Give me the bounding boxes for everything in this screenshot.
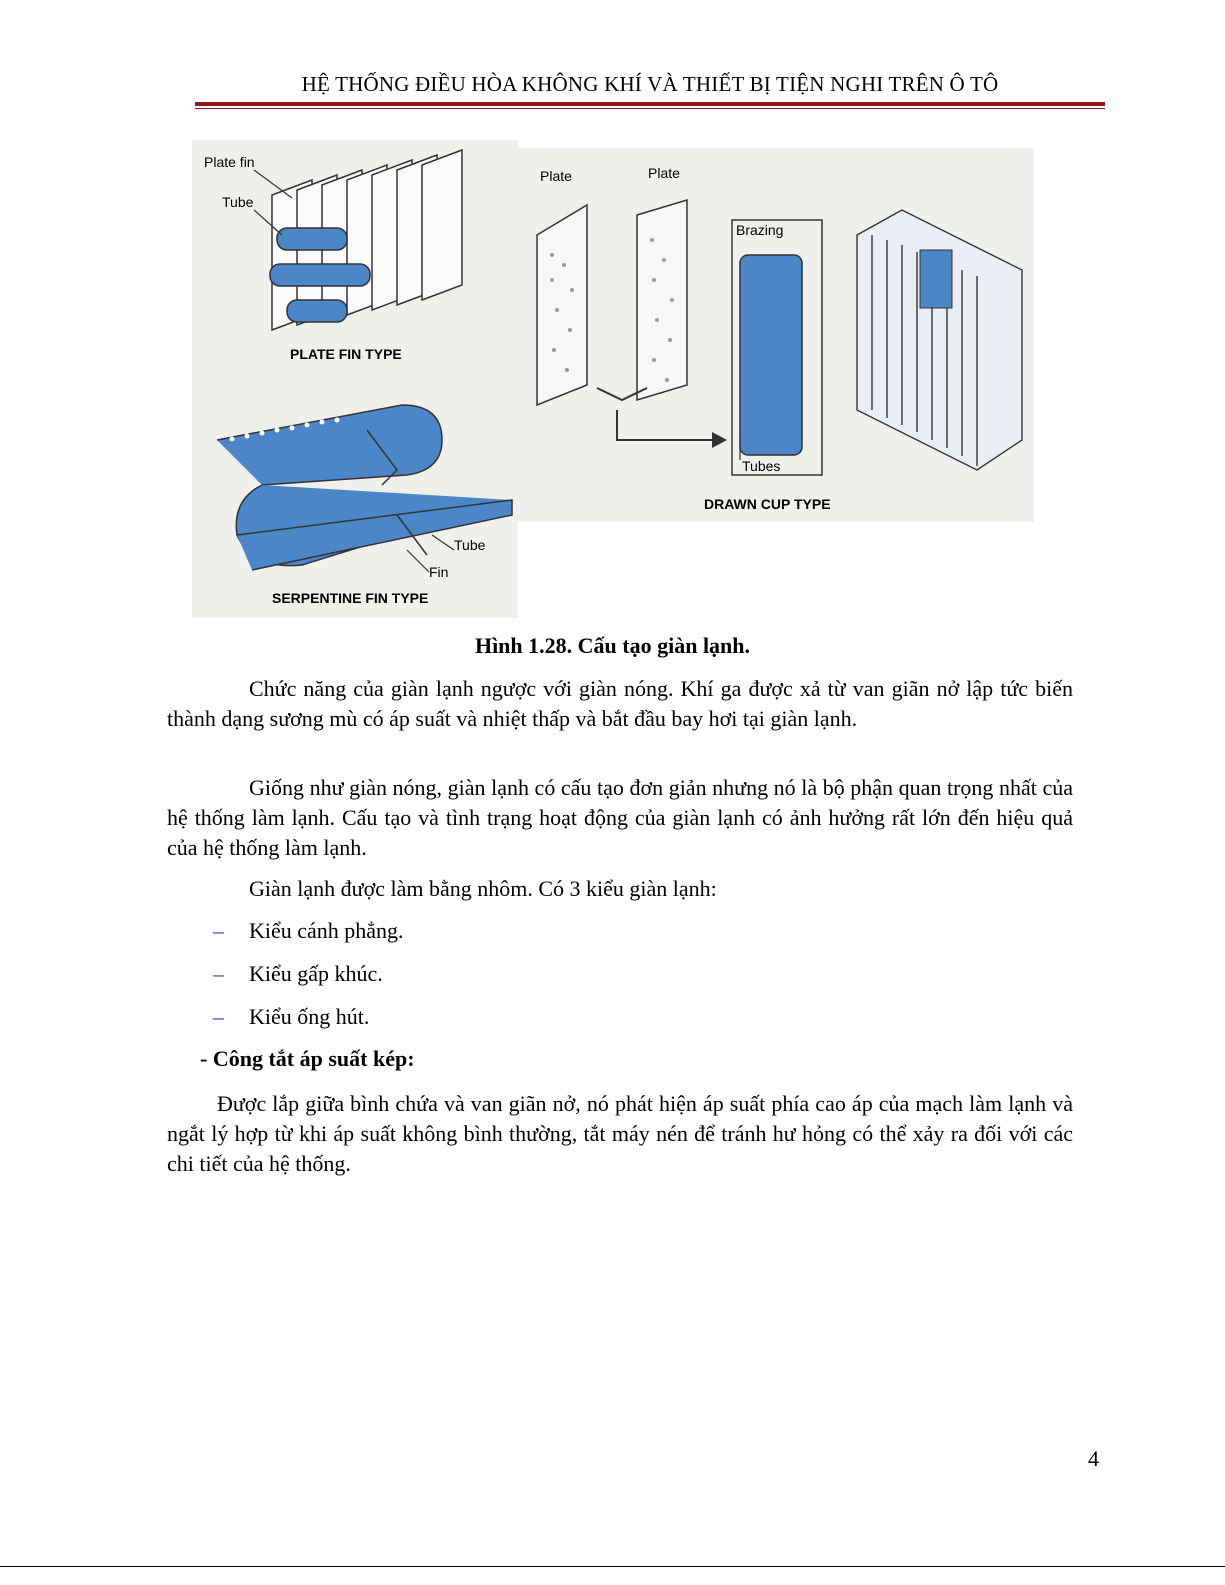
evaporator-core — [857, 210, 1022, 470]
page-number: 4 — [1088, 1446, 1099, 1471]
paragraph-1: Chức năng của giàn lạnh ngược với giàn nóng. Khí ga được xả từ van giãn nở lập tức biến thành dạng sương mù có áp suất và nhiệt thấp và bắt đầu bay hơi tại giàn lạnh. — [167, 676, 1073, 731]
label-plate-fin: Plate fin — [204, 154, 255, 170]
list-item: – Kiểu cánh phẳng. — [213, 918, 404, 943]
list-item: – Kiểu gấp khúc. — [213, 961, 383, 986]
label-brazing: Brazing — [736, 222, 784, 238]
header-rule — [195, 102, 1105, 106]
section-heading: - Công tắt áp suất kép: — [200, 1046, 415, 1071]
running-header: HỆ THỐNG ĐIỀU HÒA KHÔNG KHÍ VÀ THIẾT BỊ TIỆN NGHI TRÊN Ô TÔ — [301, 72, 999, 96]
brazed-assembly — [732, 220, 822, 475]
evaporator-illustration — [192, 140, 1034, 620]
evaporator-figure — [192, 140, 1034, 620]
label-plate-left: Plate — [540, 168, 572, 184]
paragraph-3: Giàn lạnh được làm bằng nhôm. Có 3 kiểu giàn lạnh: — [249, 876, 717, 901]
page-bottom-border — [0, 1566, 1225, 1567]
section-paragraph: Được lắp giữa bình chứa và van giãn nở, nó phát hiện áp suất phía cao áp của mạch làm lạnh và ngắt lý hợp từ khi áp suất không bình thường, tắt máy nén để tránh hư hỏng có thể xảy ra đối với các chi tiết của hệ thống. — [167, 1091, 1073, 1176]
label-tube-top: Tube — [222, 194, 254, 210]
label-drawn-cup-type: DRAWN CUP TYPE — [704, 496, 831, 512]
paragraph-2: Giống như giàn nóng, giàn lạnh có cấu tạo đơn giản nhưng nó là bộ phận quan trọng nhất của hệ thống làm lạnh. Cấu tạo và tình trạng hoạt động của giàn lạnh có ảnh hưởng rất lớn đến hiệu quả của hệ thống làm lạnh. — [167, 775, 1073, 860]
list-item: – Kiểu ống hút. — [213, 1004, 370, 1029]
label-plate-right: Plate — [648, 165, 680, 181]
label-tubes: Tubes — [742, 458, 781, 474]
header-rule-thin — [195, 108, 1105, 109]
drawn-cup-plates — [537, 200, 687, 405]
figure-caption: Hình 1.28. Cấu tạo giàn lạnh. — [474, 633, 751, 658]
label-plate-fin-type: PLATE FIN TYPE — [290, 346, 402, 362]
label-fin: Fin — [429, 564, 449, 580]
label-serpentine-fin-type: SERPENTINE FIN TYPE — [272, 590, 429, 606]
label-tube-bottom: Tube — [454, 537, 486, 553]
